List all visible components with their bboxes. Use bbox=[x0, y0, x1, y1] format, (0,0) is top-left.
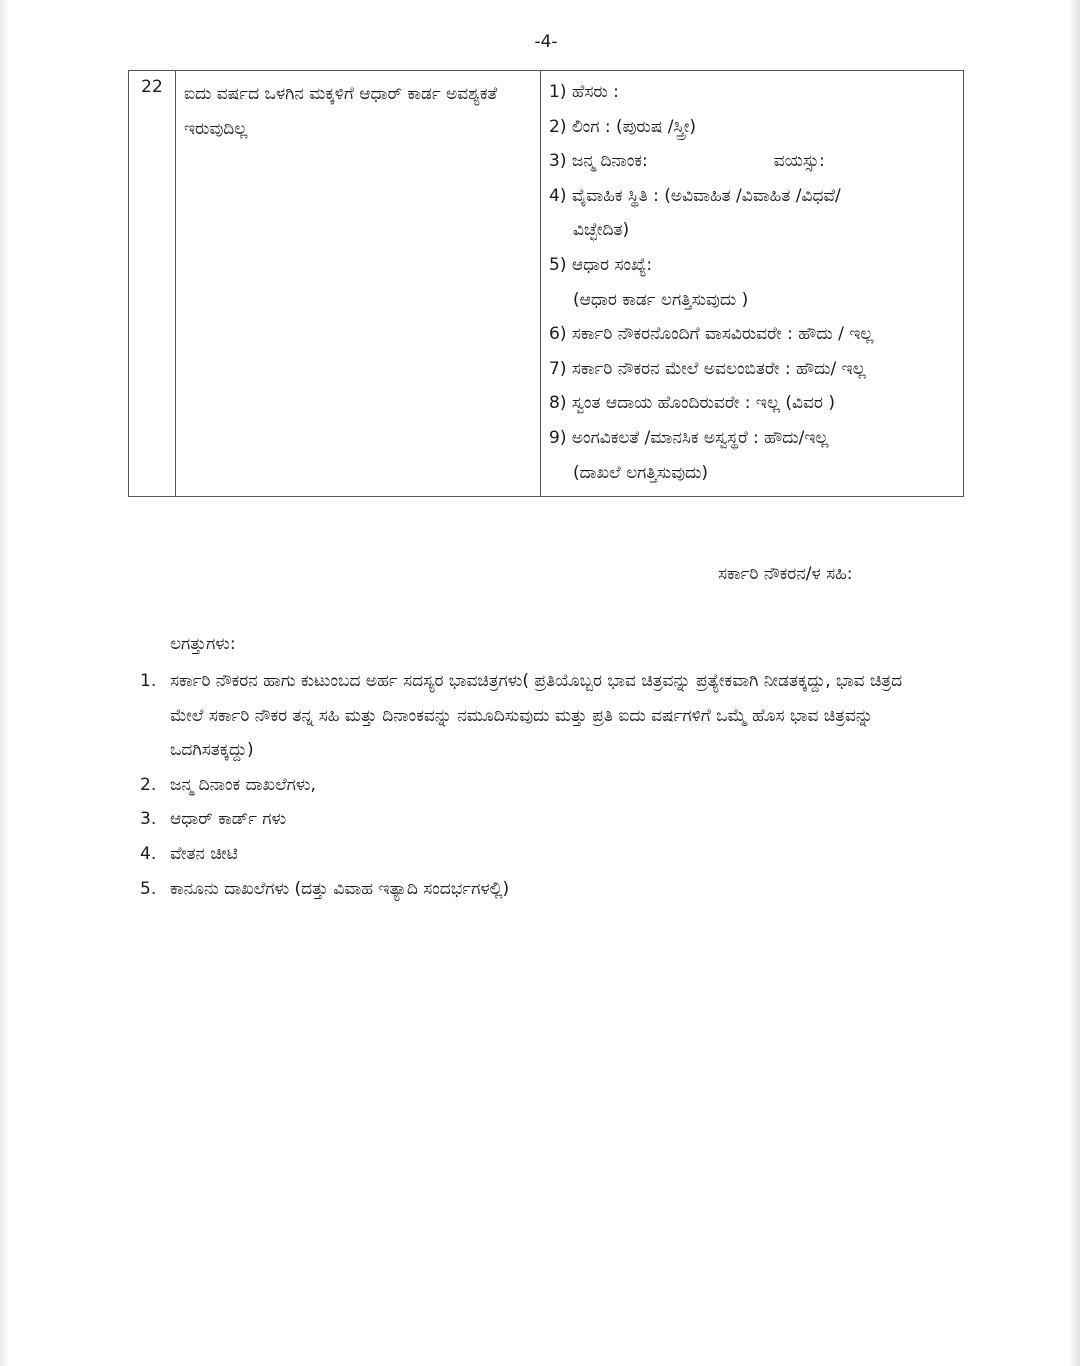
list-item-number: 1. bbox=[140, 671, 157, 691]
field-living-with: 6) ಸರ್ಕಾರಿ ನೌಕರನೊಂದಿಗೆ ವಾಸವಿರುವರೇ : ಹೌದು / ಇಲ್ಲ bbox=[549, 324, 874, 345]
list-item-text: ವೇತನ ಚೀಟಿ bbox=[170, 843, 238, 864]
signature-label: ಸರ್ಕಾರಿ ನೌಕರನ/ಳ ಸಹಿ: bbox=[718, 564, 853, 584]
list-item-number: 4. bbox=[140, 843, 157, 864]
row-fields-cell bbox=[541, 71, 964, 497]
attachments-list bbox=[134, 664, 934, 906]
list-item-text: ಸರ್ಕಾರಿ ನೌಕರನ ಹಾಗು ಕುಟುಂಬದ ಅರ್ಹ ಸದಸ್ಯರ ಭಾವಚಿತ್ರಗಳು( ಪ್ರತಿಯೊಬ್ಬರ ಭಾವ ಚಿತ್ರವನ್ನು ಪ್ರತ್ಯೇಕವಾಗಿ ನೀಡತಕ್ಕದ್ದು, ಭಾವ ಚಿತ್ರದ ಮೇಲೆ ಸರ್ಕಾರಿ ನೌಕರ ತನ್ನ ಸಹಿ ಮತ್ತು ದಿನಾಂಕವನ್ನು ನಮೂದಿಸುವುದು ಮತ್ತು ಪ್ರತಿ ಐದು ವರ್ಷಗಳಿಗೆ ಒಮ್ಮೆ ಹೊಸ ಭಾವ ಚಿತ್ರವನ್ನು ಒದಗಿಸತಕ್ಕದ್ದು) bbox=[170, 671, 903, 761]
field-own-income: 8) ಸ್ವಂತ ಆದಾಯ ಹೊಂದಿರುವರೇ : ಇಲ್ಲ (ವಿವರ ) bbox=[549, 393, 835, 414]
list-item-text: ಕಾನೂನು ದಾಖಲೆಗಳು (ದತ್ತು ವಿವಾಹ ಇತ್ಯಾದಿ ಸಂದರ್ಭಗಳಲ್ಲಿ) bbox=[170, 878, 510, 899]
field-marital-status: 4) ವೈವಾಹಿಕ ಸ್ಥಿತಿ : (ಅವಿವಾಹಿತ /ವಿವಾಹಿತ /ವಿಧವೆ/ bbox=[549, 185, 841, 206]
attachments-heading: ಲಗತ್ತುಗಳು: bbox=[170, 634, 236, 654]
list-item-number: 3. bbox=[140, 809, 157, 830]
table-row bbox=[129, 71, 964, 497]
field-dob-label: 3) ಜನ್ಮ ದಿನಾಂಕ: bbox=[549, 151, 648, 172]
field-aadhaar-note: (ಆಧಾರ ಕಾರ್ಡ ಲಗತ್ತಿಸುವುದು ) bbox=[573, 289, 749, 310]
list-item bbox=[134, 872, 934, 907]
field-name: 1) ಹೆಸರು : bbox=[549, 82, 619, 102]
field-disability: 9) ಅಂಗವಿಕಲತೆ /ಮಾನಸಿಕ ಅಸ್ವಸ್ಥರೆ : ಹೌದು/ಇಲ್ಲ bbox=[549, 427, 829, 448]
list-item-text: ಆಧಾರ್ ಕಾರ್ಡ್ ಗಳು bbox=[170, 809, 287, 830]
field-age-label: ವಯಸ್ಸು: bbox=[773, 151, 825, 172]
field-dob bbox=[549, 144, 955, 179]
field-aadhaar-number: 5) ಆಧಾರ ಸಂಖ್ಯೆ: bbox=[549, 254, 653, 275]
list-item bbox=[134, 837, 934, 872]
field-gender: 2) ಲಿಂಗ : (ಪುರುಷ /ಸ್ತ್ರೀ) bbox=[549, 116, 697, 137]
field-disability-note: (ದಾಖಲೆ ಲಗತ್ತಿಸುವುದು) bbox=[573, 462, 709, 483]
details-table bbox=[128, 70, 964, 497]
list-item bbox=[134, 802, 934, 837]
list-item-number: 5. bbox=[140, 878, 157, 899]
list-item bbox=[134, 768, 934, 803]
row-description-cell: ಐದು ವರ್ಷದ ಒಳಗಿನ ಮಕ್ಕಳಿಗೆ ಆಧಾರ್ ಕಾರ್ಡ ಅವಶ್ಯಕತೆ ಇರುವುದಿಲ್ಲ bbox=[176, 71, 541, 497]
list-item-text: ಜನ್ಮ ದಿನಾಂಕ ದಾಖಲೆಗಳು, bbox=[170, 774, 316, 795]
list-item-number: 2. bbox=[140, 774, 157, 795]
row-number-cell: 22 bbox=[129, 71, 176, 497]
page-number: -4- bbox=[534, 32, 558, 52]
field-marital-status-cont: ವಿಚ್ಛೇದಿತ) bbox=[573, 220, 630, 241]
page-shadow-left bbox=[0, 0, 10, 1366]
field-dependent: 7) ಸರ್ಕಾರಿ ನೌಕರನ ಮೇಲೆ ಅವಲಂಬಿತರೇ : ಹೌದು/ ಇಲ್ಲ bbox=[549, 358, 866, 379]
list-item bbox=[134, 664, 934, 768]
page-shadow-right bbox=[1068, 0, 1080, 1366]
